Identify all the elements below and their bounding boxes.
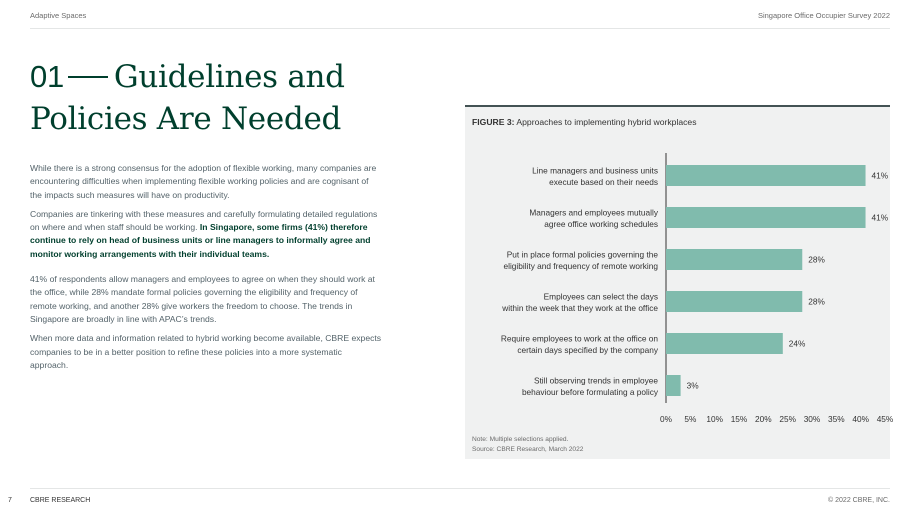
body-text bbox=[30, 162, 382, 378]
x-tick-label: 40% bbox=[852, 414, 869, 424]
bar-value-label: 24% bbox=[788, 338, 806, 349]
footer-divider bbox=[30, 488, 890, 489]
paragraph-3: 41% of respondents allow managers and employees to agree on when they should work at the office, while 28% mandate formal policies governing the eligibility and frequency of remote working, and another 28% give workers the freedom to choose. The trends in Singapore are broadly in line with APAC’s trends. bbox=[30, 274, 375, 324]
section-number: 01 bbox=[30, 59, 64, 94]
bar-4 bbox=[666, 291, 802, 312]
paragraph-1: While there is a strong consensus for the adoption of flexible working, many companies are encountering difficulties when implementing flexible working policies and are cognisant of the impacts such measures will have on productivity. bbox=[30, 163, 377, 200]
category-label: Employees can select the days within the week that they work at the office bbox=[502, 291, 658, 313]
bar-3 bbox=[666, 249, 802, 270]
bar-value-label: 28% bbox=[808, 254, 825, 265]
category-label: Managers and employees mutually agree office working schedules bbox=[529, 207, 658, 229]
bar-1 bbox=[666, 165, 866, 186]
paragraph-2 bbox=[30, 208, 382, 261]
x-tick-label: 35% bbox=[828, 414, 845, 424]
paragraph-2-text: Companies are tinkering with these measures and carefully formulating detailed regulations on where and when staff should be working. bbox=[30, 208, 378, 233]
page-title bbox=[30, 56, 430, 140]
page-number: 7 bbox=[8, 497, 12, 504]
x-tick-label: 25% bbox=[779, 414, 796, 424]
paragraph-2-highlight: In Singapore, some firms (41%) therefore continue to rely on head of business units or line managers to informally agree and monitor working arrangements with their individual teams. bbox=[30, 222, 371, 259]
figure-panel bbox=[465, 105, 894, 459]
category-label: Put in place formal policies governing the eligibility and frequency of remote working bbox=[503, 249, 658, 271]
x-tick-label: 30% bbox=[803, 414, 821, 424]
x-tick-label: 10% bbox=[706, 414, 723, 424]
header-section-label: Adaptive Spaces bbox=[30, 11, 87, 20]
figure-note: Note: Multiple selections applied. bbox=[472, 436, 569, 443]
category-label: Still observing trends in employee behaviour before formulating a policy bbox=[521, 375, 658, 397]
bar-value-label: 28% bbox=[808, 296, 825, 307]
header-divider bbox=[30, 28, 890, 29]
bar-value-label: 41% bbox=[871, 212, 889, 223]
paragraph-4: When more data and information related to hybrid working become available, CBRE expects companies to be in a better position to refine these policies into a more systematic approach. bbox=[30, 333, 382, 370]
x-tick-label: 0% bbox=[660, 414, 672, 424]
category-label: Line managers and business units execute based on their needs bbox=[532, 165, 658, 187]
bar-6 bbox=[666, 375, 681, 396]
footer-brand: CBRE RESEARCH bbox=[30, 497, 91, 504]
title-dash bbox=[68, 76, 108, 78]
bar-value-label: 41% bbox=[871, 170, 889, 181]
bar-2 bbox=[666, 207, 866, 228]
x-tick-label: 45% bbox=[876, 414, 894, 424]
x-tick-label: 15% bbox=[730, 414, 748, 424]
title-line-1: Guidelines and bbox=[113, 59, 345, 95]
figure-source: Source: CBRE Research, March 2022 bbox=[472, 446, 584, 453]
bar-value-label: 3% bbox=[686, 380, 699, 391]
x-tick-label: 5% bbox=[684, 414, 697, 424]
category-label: Require employees to work at the office on certain days specified by the company bbox=[500, 333, 658, 355]
bar-5 bbox=[666, 333, 783, 354]
x-tick-label: 20% bbox=[755, 414, 772, 424]
header-report-title: Singapore Office Occupier Survey 2022 bbox=[757, 11, 890, 20]
title-line-2: Policies Are Needed bbox=[30, 101, 342, 137]
figure-notes bbox=[472, 435, 583, 455]
bar-chart bbox=[465, 107, 894, 461]
footer-copyright: © 2022 CBRE, INC. bbox=[828, 497, 890, 504]
figure-title-text: Approaches to implementing hybrid workplaces bbox=[516, 117, 697, 127]
figure-label: FIGURE 3: bbox=[472, 117, 515, 127]
